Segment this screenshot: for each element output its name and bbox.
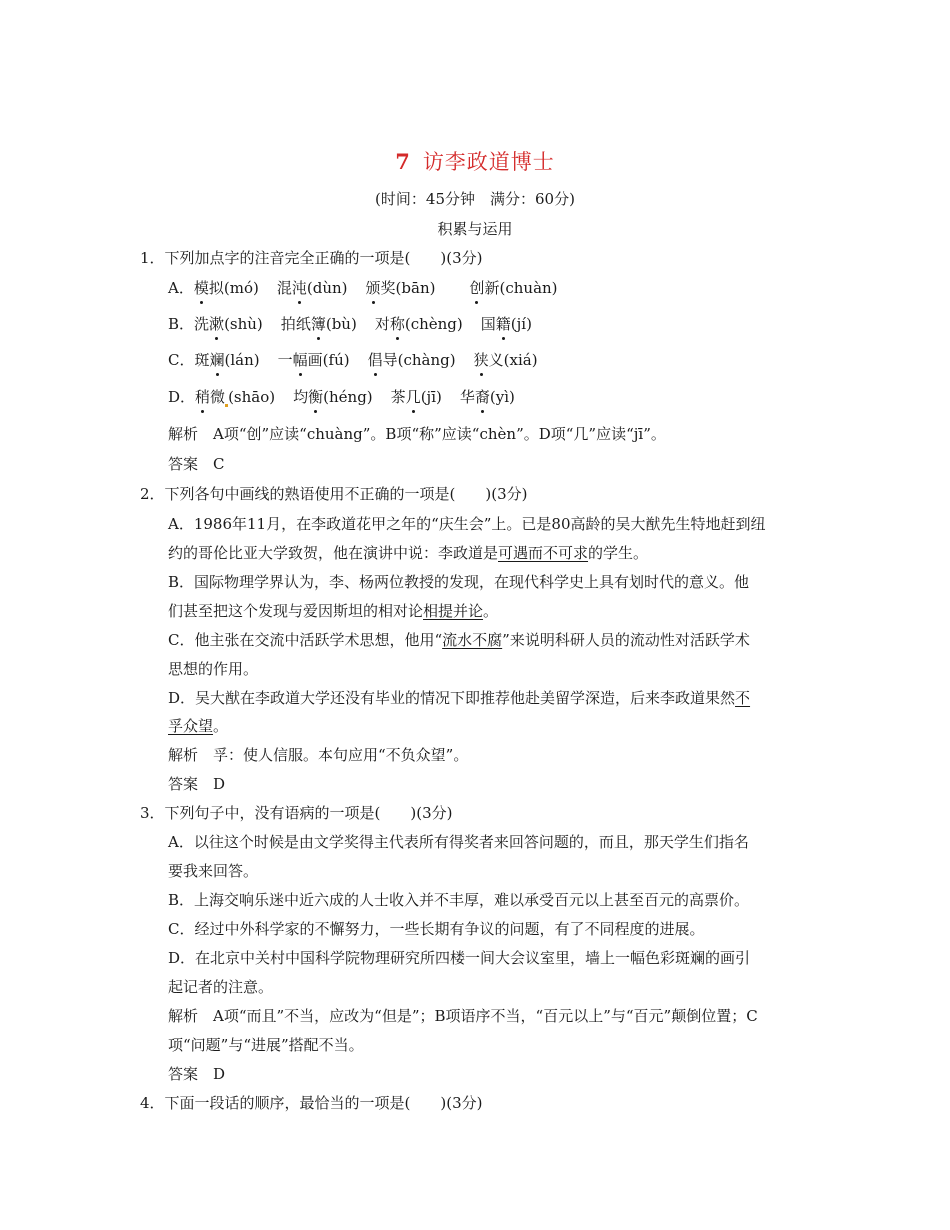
q2-option-b-line2: 们甚至把这个发现与爱因斯坦的相对论相提并论。 — [168, 602, 499, 620]
lesson-title: 访李政道博士 — [422, 150, 555, 174]
section-heading: 积累与运用 — [437, 220, 513, 238]
subtitle: (时间：45分钟 满分：60分) — [375, 190, 575, 208]
q3-option-a-line2: 要我来回答。 — [168, 862, 259, 880]
q1-analysis: 解析 A项“创”应读“chuàng”。B项“称”应读“chèn”。D项“几”应读“jī”。 — [168, 425, 666, 443]
q2-stem: 2．下列各句中画线的熟语使用不正确的一项是( )(3分) — [140, 485, 528, 503]
q3-option-b: B．上海交响乐迷中近六成的人士收入并不丰厚，难以承受百元以上甚至百元的高票价。 — [168, 891, 750, 909]
q1-option-c: C．斑斓(lán) 一幅画(fú) 倡导(chàng) 狭义(xiá) — [168, 351, 538, 369]
q3-option-c: C．经过中外科学家的不懈努力，一些长期有争议的问题，有了不同程度的进展。 — [168, 920, 705, 938]
q2-option-d-line1: D．吴大猷在李政道大学还没有毕业的情况下即推荐他赴美留学深造，后来李政道果然不 — [168, 689, 751, 707]
q2-option-a-line2: 约的哥伦比亚大学致贺，他在演讲中说：李政道是可遇而不可求的学生。 — [168, 544, 649, 562]
page-title — [0, 146, 950, 176]
q2-option-b-line1: B．国际物理学界认为，李、杨两位教授的发现，在现代科学史上具有划时代的意义。他 — [168, 573, 750, 591]
q3-option-d-line1: D．在北京中关村中国科学院物理研究所四楼一间大会议室里，墙上一幅色彩斑斓的画引 — [168, 949, 751, 967]
q2-option-a-line1: A．1986年11月，在李政道花甲之年的“庆生会”上。已是80高龄的吴大猷先生特地赶到纽 — [168, 515, 766, 533]
q4-stem: 4．下面一段话的顺序，最恰当的一项是( )(3分) — [140, 1094, 483, 1112]
q1-option-d: D．稍微 (shāo) 均衡(héng) 茶几(jī) 华裔(yì) — [168, 388, 515, 406]
q2-underlined-idiom-b: 相提并论 — [423, 602, 484, 620]
lesson-number: 7 — [395, 149, 411, 174]
q2-answer: 答案 D — [168, 775, 226, 793]
q1-answer: 答案 C — [168, 455, 225, 473]
q3-option-d-line2: 起记者的注意。 — [168, 978, 274, 996]
q2-option-c-line2: 思想的作用。 — [168, 660, 259, 678]
q2-analysis: 解析 孚：使人信服。本句应用“不负众望”。 — [168, 746, 469, 764]
q1-stem: 1．下列加点字的注音完全正确的一项是( )(3分) — [140, 249, 483, 267]
q3-answer: 答案 D — [168, 1065, 226, 1083]
q3-stem: 3．下列句子中，没有语病的一项是( )(3分) — [140, 804, 453, 822]
q2-option-d-line2: 孚众望。 — [168, 717, 229, 735]
q2-underlined-idiom-c: 流水不腐 — [442, 631, 503, 649]
q2-underlined-idiom-a: 可遇而不可求 — [498, 544, 589, 562]
q1-option-b: B．洗漱(shù) 拍纸簿(bù) 对称(chèng) 国籍(jí) — [168, 315, 532, 333]
q2-option-c-line1: C．他主张在交流中活跃学术思想，他用“流水不腐”来说明科研人员的流动性对活跃学术 — [168, 631, 750, 649]
q3-analysis-line2: 项“问题”与“进展”搭配不当。 — [168, 1036, 364, 1054]
q3-option-a-line1: A．以往这个时候是由文学奖得主代表所有得奖者来回答问题的，而且，那天学生们指名 — [168, 833, 749, 851]
q3-analysis-line1: 解析 A项“而且”不当，应改为“但是”；B项语序不当，“百元以上”与“百元”颠倒位置；C — [168, 1007, 758, 1025]
q2-underlined-idiom-d: 不 — [735, 689, 751, 707]
q1-option-a: A．模拟(mó) 混沌(dùn) 颁奖(bān) 创新(chuàn) — [168, 279, 558, 297]
